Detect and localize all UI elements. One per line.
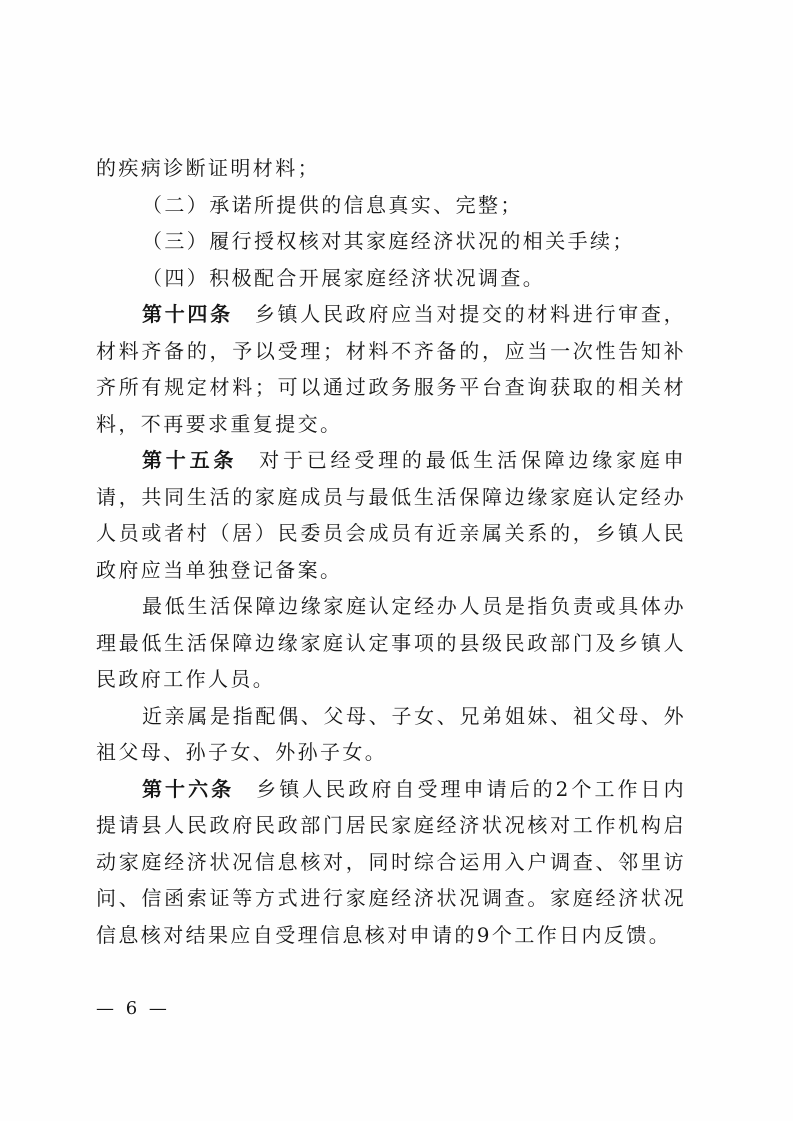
paragraph-text: （二）承诺所提供的信息真实、完整； — [142, 192, 523, 217]
list-item-2 — [96, 187, 686, 224]
paragraph-text: 乡镇人民政府自受理申请后的2个工作日内提请县人民政府民政部门居民家庭经济状况核对工作机构启动家庭经济状况信息核对，同时综合运用入户调查、邻里访问、信函索证等方式进行家庭经济状况调查。家庭经济状况信息核对结果应自受理信息核对申请的9个工作日内反馈。 — [96, 776, 687, 947]
definition-paragraph — [96, 588, 686, 698]
list-item-4 — [96, 260, 686, 297]
paragraph-text: （四）积极配合开展家庭经济状况调查。 — [142, 265, 546, 290]
paragraph-continuation — [96, 150, 686, 187]
paragraph-text: 乡镇人民政府应当对提交的材料进行审查，材料齐备的，予以受理；材料不齐备的，应当一次性告知补齐所有规定材料；可以通过政务服务平台查询获取的相关材料，不再要求重复提交。 — [96, 302, 686, 436]
paragraph-text: 的疾病诊断证明材料； — [96, 156, 320, 180]
page-number: — 6 — — [96, 998, 170, 1019]
paragraph-text: 对于已经受理的最低生活保障边缘家庭申请，共同生活的家庭成员与最低生活保障边缘家庭认定经办人员或者村（居）民委员会成员有近亲属关系的，乡镇人民政府应当单独登记备案。 — [96, 448, 686, 582]
article-15 — [96, 442, 686, 588]
article-14 — [96, 296, 686, 442]
paragraph-text: 近亲属是指配偶、父母、子女、兄弟姐妹、祖父母、外祖父母、孙子女、外孙子女。 — [96, 703, 686, 764]
article-16 — [96, 771, 686, 954]
article-number: 第十五条 — [142, 448, 238, 472]
document-body — [96, 150, 686, 953]
article-number: 第十四条 — [142, 302, 233, 326]
definition-paragraph — [96, 698, 686, 771]
paragraph-text: （三）履行授权核对其家庭经济状况的相关手续； — [142, 229, 635, 253]
article-number: 第十六条 — [142, 776, 235, 801]
paragraph-text: 最低生活保障边缘家庭认定经办人员是指负责或具体办理最低生活保障边缘家庭认定事项的县级民政部门及乡镇人民政府工作人员。 — [96, 594, 686, 691]
list-item-3 — [96, 223, 686, 260]
